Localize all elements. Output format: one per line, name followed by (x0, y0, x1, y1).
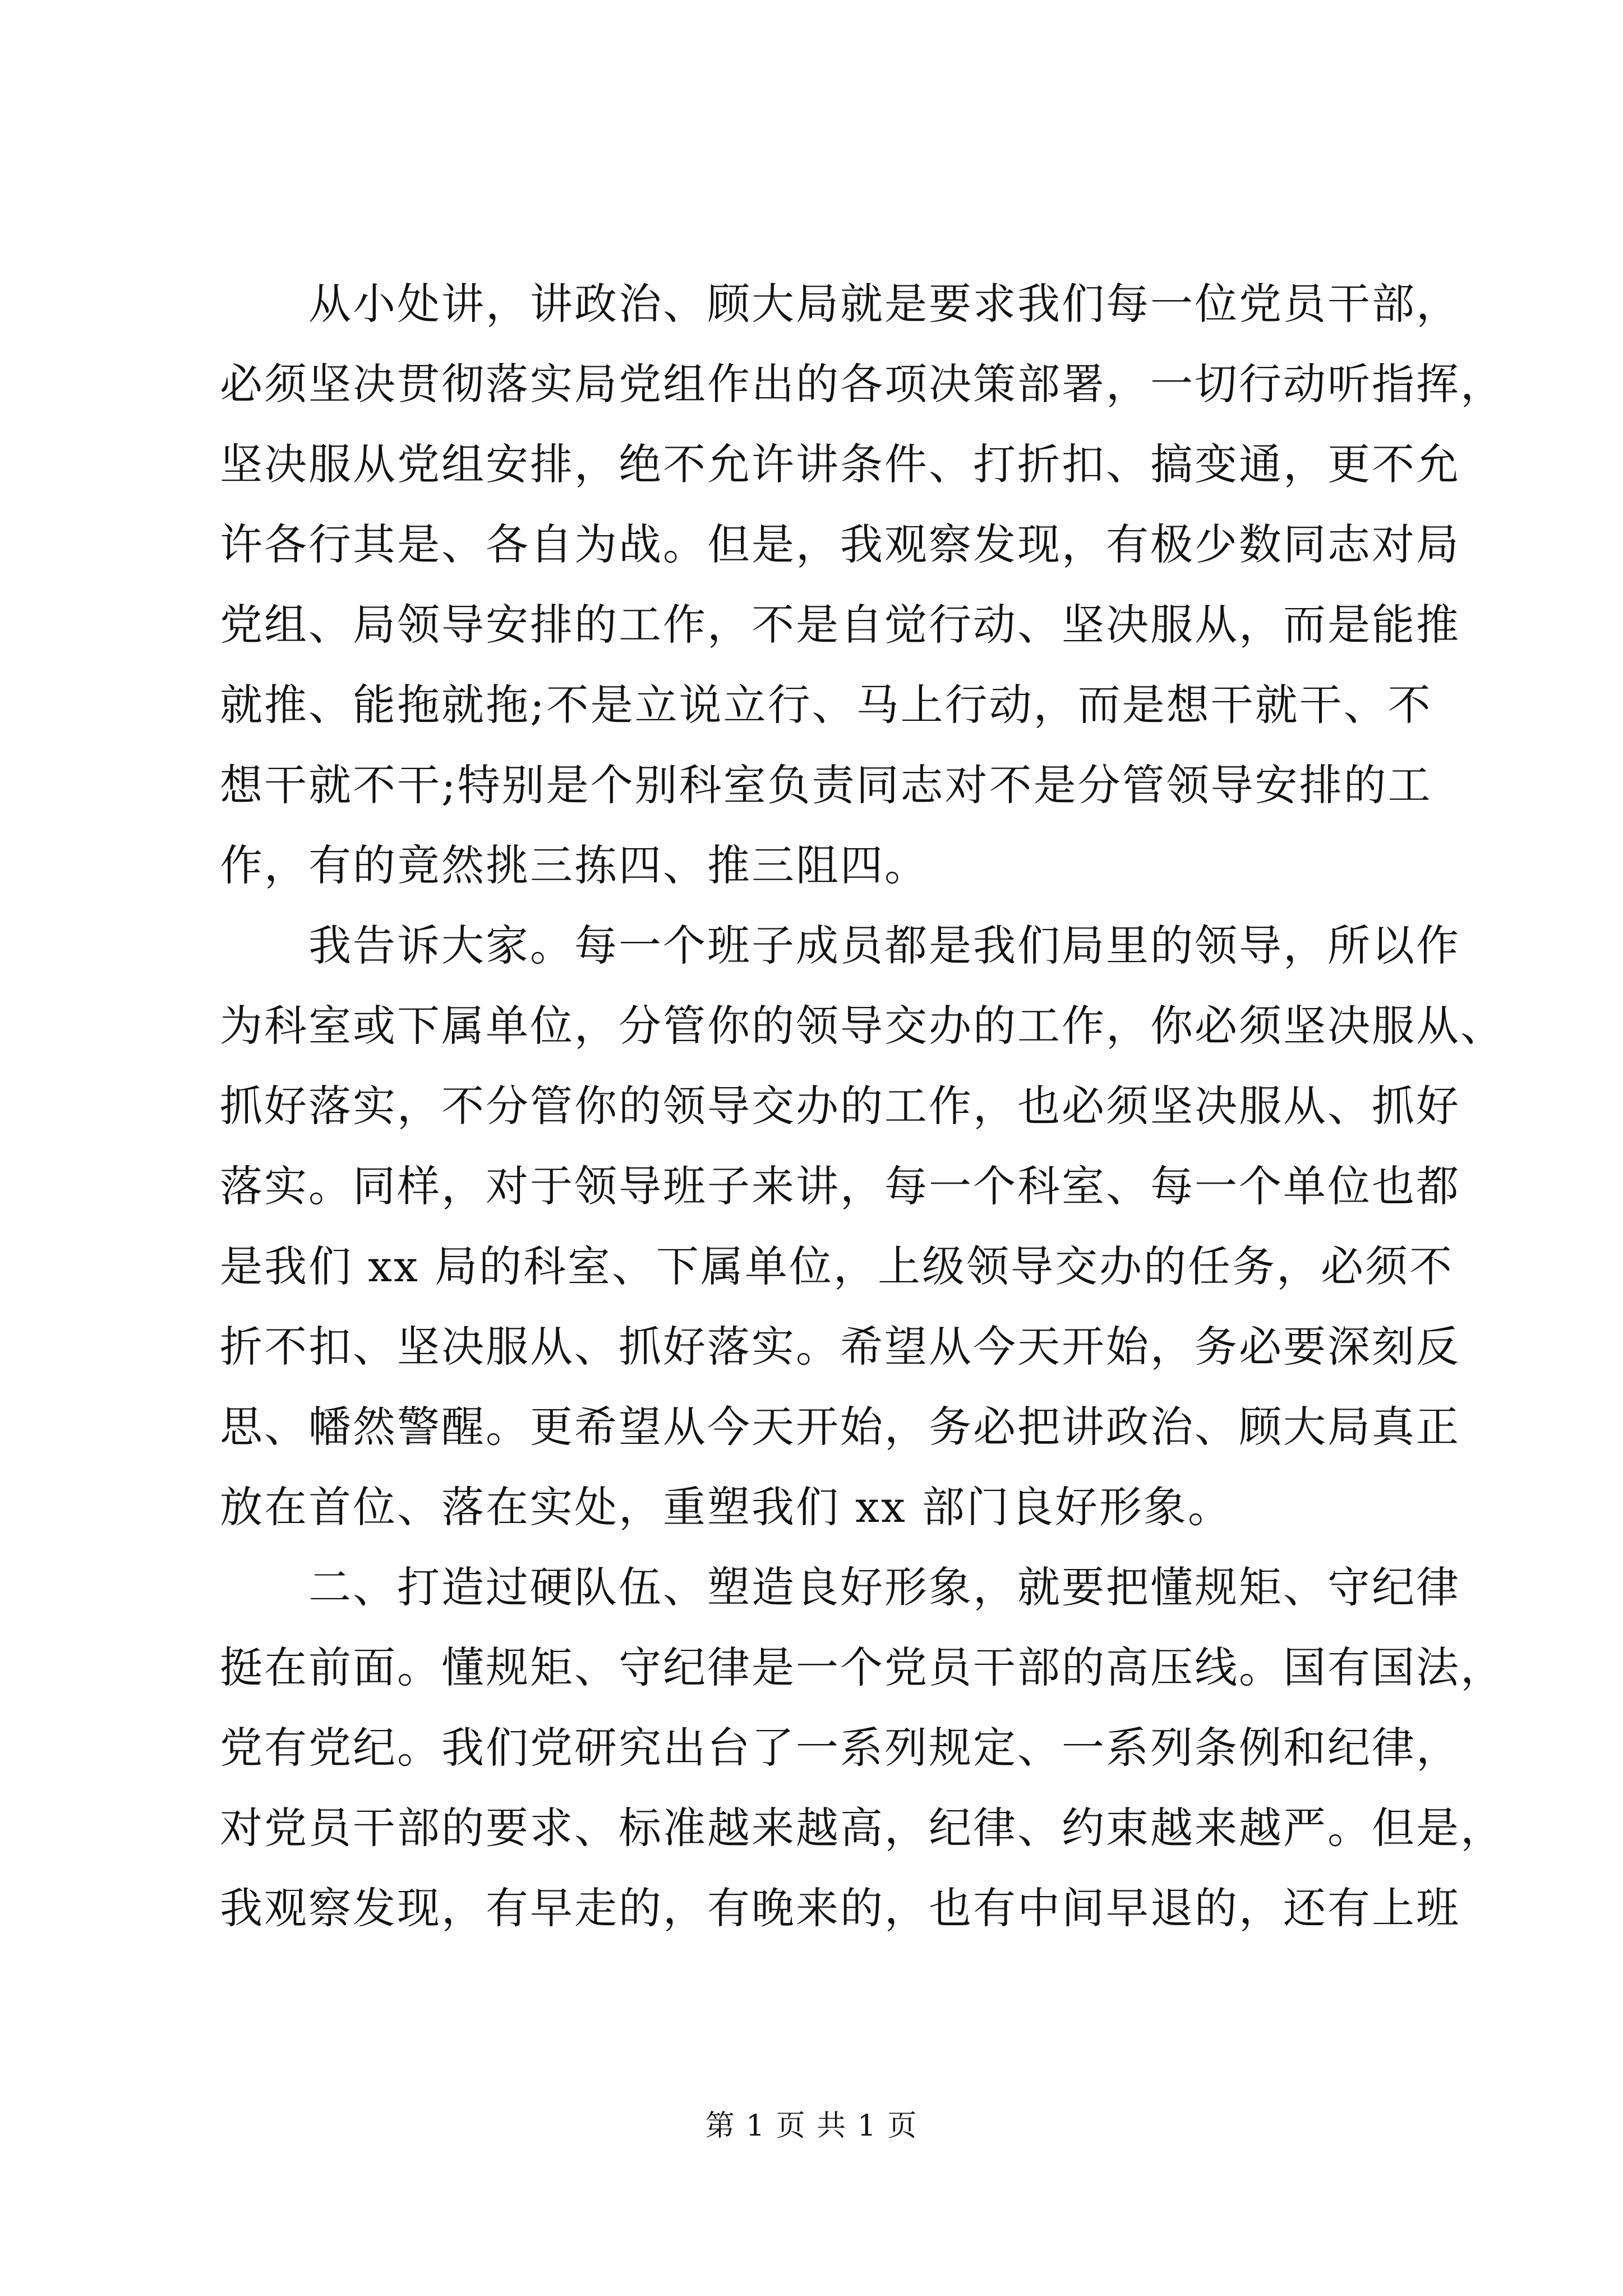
text-line: 许各行其是、各自为战。但是，我观察发现，有极少数同志对局 (220, 519, 1460, 569)
text-line: 二、打造过硬队伍、塑造良好形象，就要把懂规矩、守纪律 (220, 1562, 1460, 1612)
text-line: 落实。同样，对于领导班子来讲，每一个科室、每一个单位也都 (220, 1161, 1460, 1211)
text-line: 坚决服从党组安排，绝不允许讲条件、打折扣、搞变通，更不允 (220, 439, 1460, 489)
text-line: 必须坚决贯彻落实局党组作出的各项决策部署，一切行动听指挥， (220, 359, 1505, 409)
text-line: 从小处讲，讲政治、顾大局就是要求我们每一位党员干部， (220, 279, 1460, 329)
text-line: 就推、能拖就拖;不是立说立行、马上行动，而是想干就干、不 (220, 680, 1432, 730)
text-line: 抓好落实，不分管你的领导交办的工作，也必须坚决服从、抓好 (220, 1081, 1460, 1131)
text-line: 想干就不干;特别是个别科室负责同志对不是分管领导安排的工 (220, 760, 1432, 810)
page-footer: 第 1 页 共 1 页 (705, 2109, 918, 2143)
text-line: 挺在前面。懂规矩、守纪律是一个党员干部的高压线。国有国法， (220, 1642, 1505, 1692)
text-line: 我告诉大家。每一个班子成员都是我们局里的领导，所以作 (220, 921, 1460, 970)
body-text (220, 264, 1505, 1948)
text-line: 党组、局领导安排的工作，不是自觉行动、坚决服从，而是能推 (220, 600, 1460, 650)
text-line: 放在首位、落在实处，重塑我们 xx 部门良好形象。 (220, 1482, 1233, 1532)
text-line: 折不扣、坚决服从、抓好落实。希望从今天开始，务必要深刻反 (220, 1322, 1460, 1372)
text-line: 对党员干部的要求、标准越来越高，纪律、约束越来越严。但是， (220, 1803, 1505, 1853)
text-line: 是我们 xx 局的科室、下属单位，上级领导交办的任务，必须不 (220, 1241, 1454, 1291)
text-line: 作，有的竟然挑三拣四、推三阻四。 (220, 840, 929, 890)
text-line: 党有党纪。我们党研究出台了一系列规定、一系列条例和纪律， (220, 1723, 1460, 1773)
text-line: 我观察发现，有早走的，有晚来的，也有中间早退的，还有上班 (220, 1883, 1460, 1933)
text-line: 为科室或下属单位，分管你的领导交办的工作，你必须坚决服从、 (220, 1001, 1505, 1051)
text-line: 思、幡然警醒。更希望从今天开始，务必把讲政治、顾大局真正 (220, 1402, 1460, 1452)
